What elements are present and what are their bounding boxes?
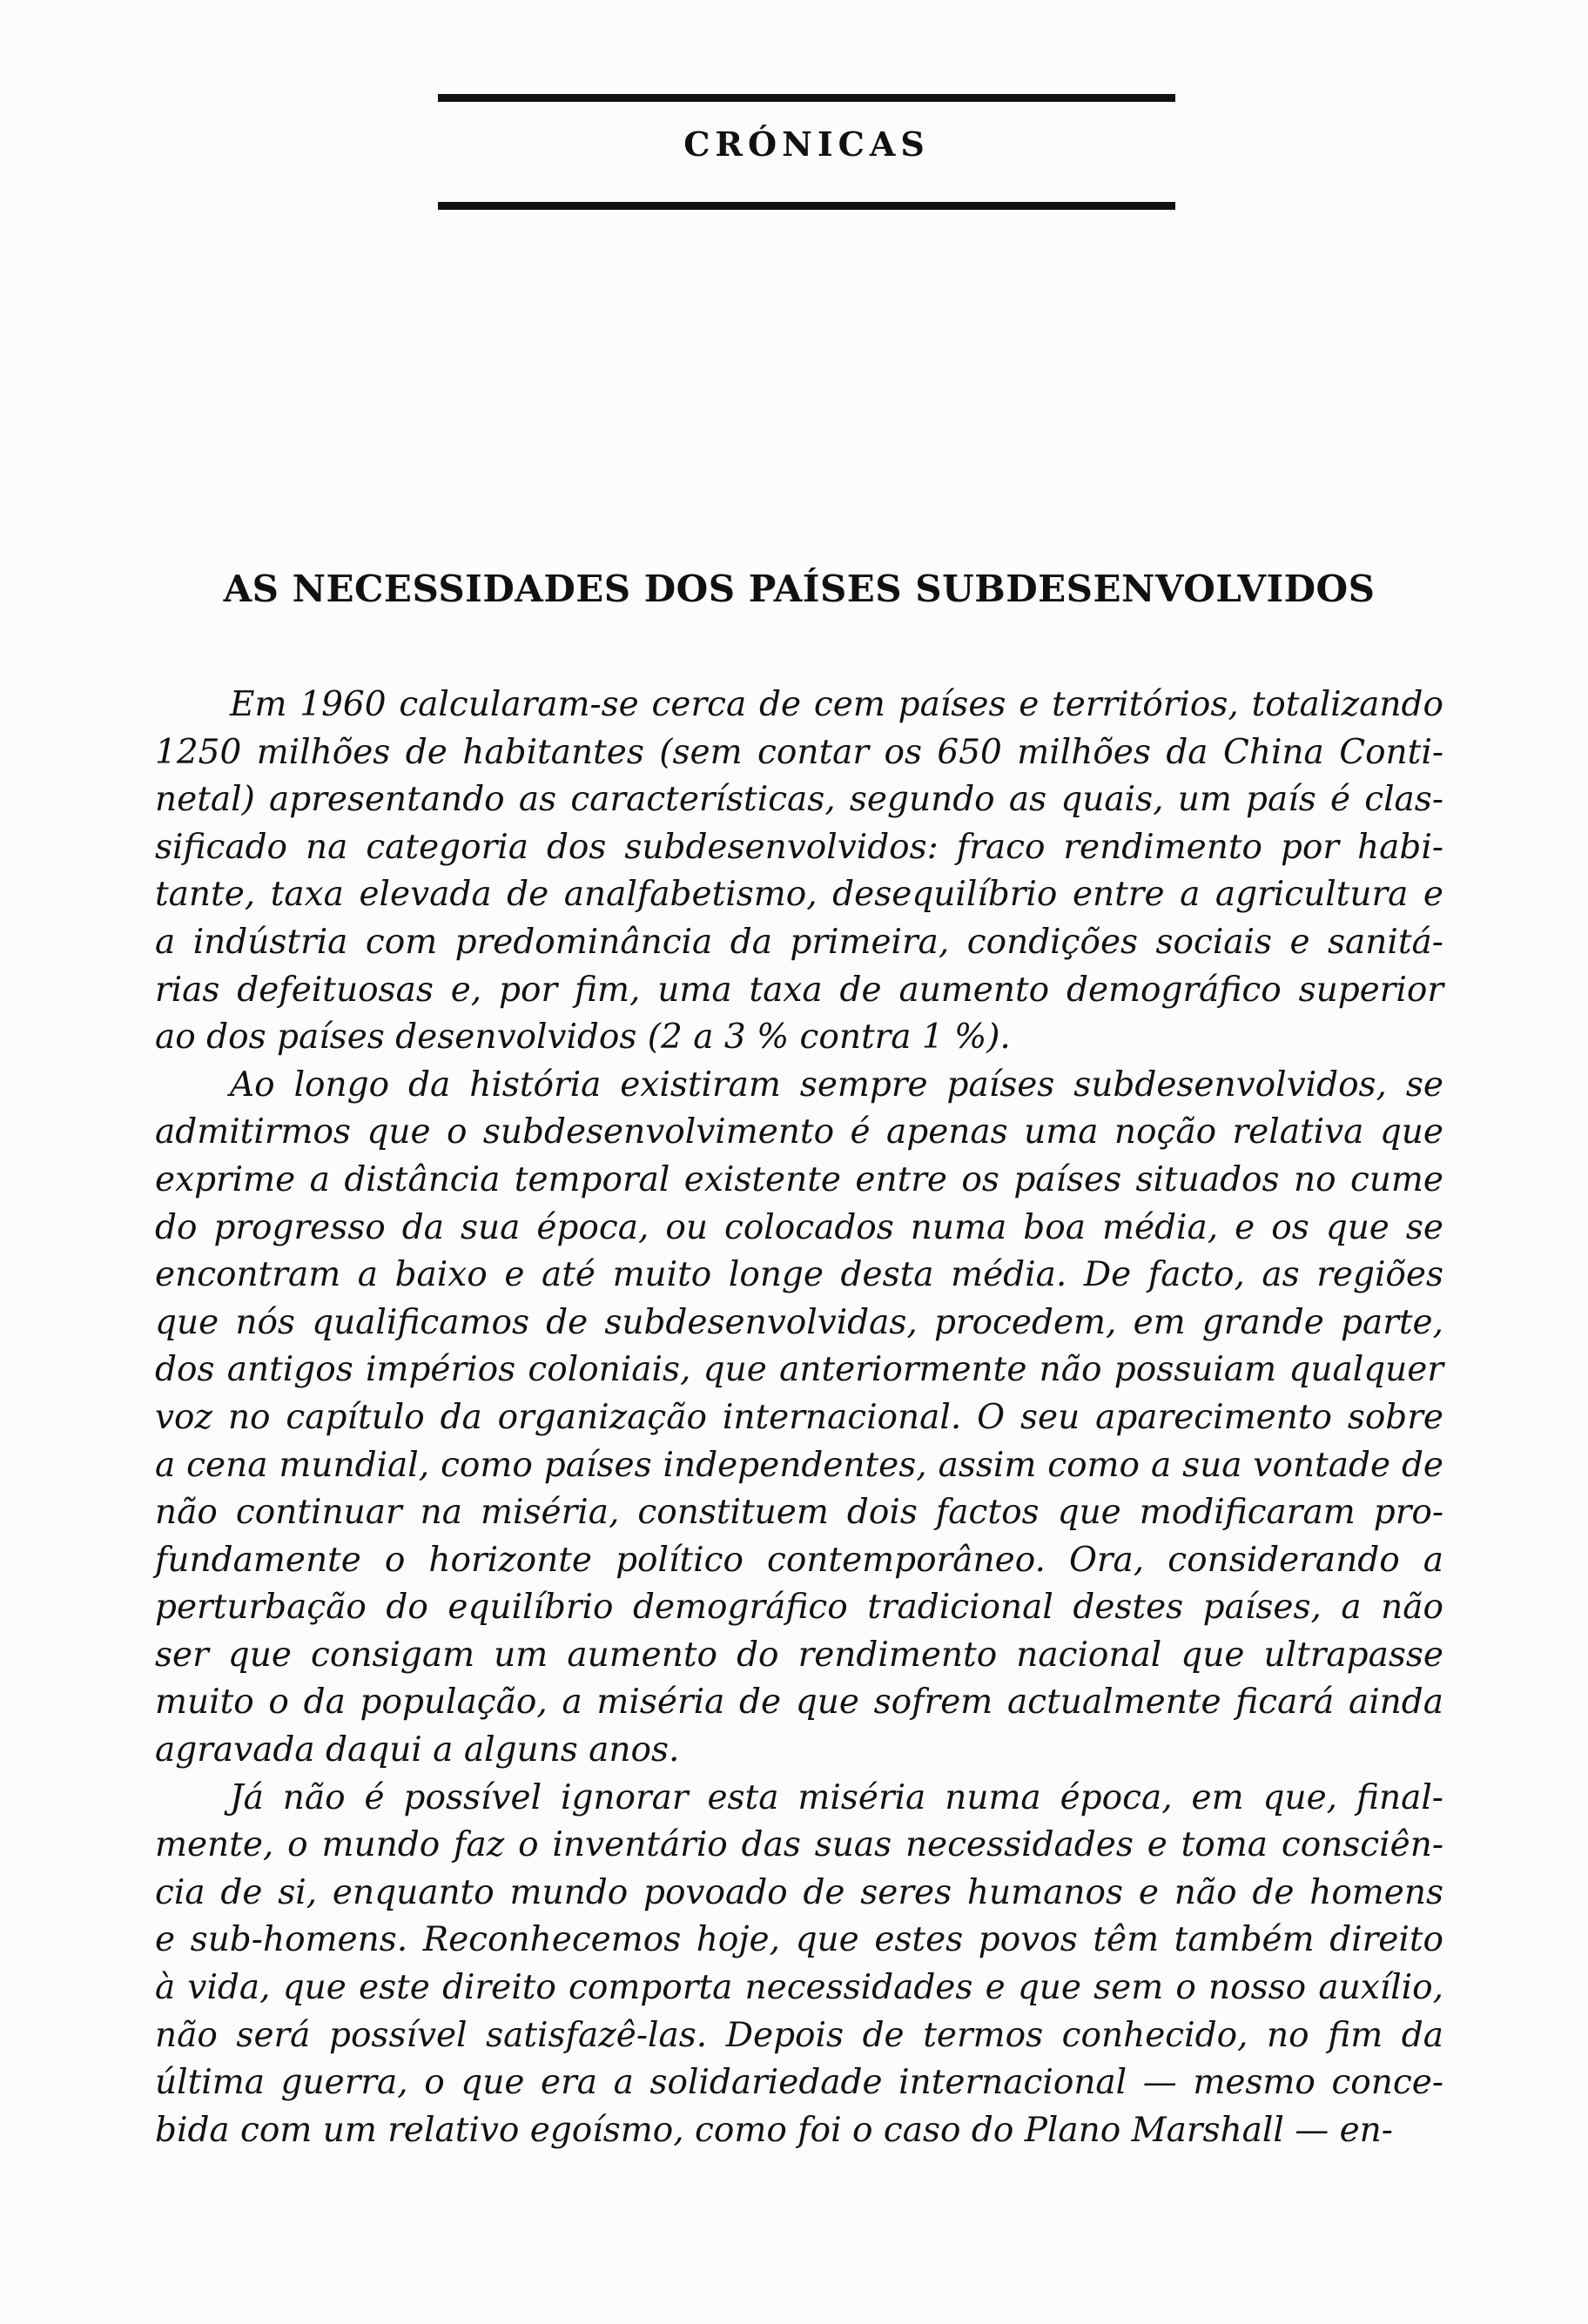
text-line: fundamente o horizonte político contemporâneo. Ora, considerando a bbox=[155, 1540, 1443, 1580]
text-line: que nós qualificamos de subdesenvolvidas, procedem, em grande parte, bbox=[155, 1302, 1443, 1342]
text-line: Ao longo da história existiram sempre países subdesenvolvidos, se bbox=[230, 1065, 1443, 1105]
text-line: do progresso da sua época, ou colocados numa boa média, e os que se bbox=[155, 1207, 1443, 1247]
text-line: não continuar na miséria, constituem dois factos que modificaram pro- bbox=[155, 1493, 1443, 1533]
paragraph bbox=[155, 1775, 1443, 2155]
section-title: CRÓNICAS bbox=[683, 124, 930, 164]
text-line: ao dos países desenvolvidos (2 a 3 % contra 1 %). bbox=[155, 1018, 1011, 1058]
text-line: perturbação do equilíbrio demográfico tradicional destes países, a não bbox=[155, 1588, 1443, 1628]
header-rule-top bbox=[438, 94, 1175, 102]
text-line: Já não é possível ignorar esta miséria numa época, em que, final- bbox=[230, 1777, 1443, 1817]
text-line: sificado na categoria dos subdesenvolvidos: fraco rendimento por habi- bbox=[155, 827, 1443, 867]
paragraph bbox=[155, 682, 1443, 1062]
text-line: e sub-homens. Reconhecemos hoje, que estes povos têm também direito bbox=[155, 1920, 1443, 1960]
text-line: muito o da população, a miséria de que sofrem actualmente ficará ainda bbox=[155, 1683, 1443, 1723]
paragraph bbox=[155, 1062, 1443, 1775]
text-line: a indústria com predominância da primeira, condições sociais e sanitá- bbox=[155, 922, 1443, 962]
text-line: bida com um relativo egoísmo, como foi o caso do Plano Marshall — en- bbox=[155, 2110, 1393, 2150]
text-line: exprime a distância temporal existente entre os países situados no cume bbox=[155, 1159, 1443, 1199]
text-line: 1250 milhões de habitantes (sem contar os 650 milhões da China Conti- bbox=[155, 732, 1443, 772]
text-line: voz no capítulo da organização internacional. O seu aparecimento sobre bbox=[155, 1397, 1443, 1437]
text-line: rias defeituosas e, por fim, uma taxa de aumento demográfico superior bbox=[155, 970, 1443, 1010]
text-line: não será possível satisfazê-las. Depois de termos conhecido, no fim da bbox=[155, 2015, 1443, 2055]
text-line: netal) apresentando as características, segundo as quais, um país é clas- bbox=[155, 780, 1443, 820]
article-body bbox=[155, 682, 1443, 2154]
text-line: dos antigos impérios coloniais, que anteriormente não possuiam qualquer bbox=[155, 1350, 1443, 1390]
text-line: tante, taxa elevada de analfabetismo, desequilíbrio entre a agricultura e bbox=[155, 875, 1443, 915]
text-line: admitirmos que o subdesenvolvimento é apenas uma noção relativa que bbox=[155, 1112, 1443, 1152]
text-line: agravada daqui a alguns anos. bbox=[155, 1730, 680, 1770]
text-line: ser que consigam um aumento do rendimento nacional que ultrapasse bbox=[155, 1635, 1443, 1675]
text-line: encontram a baixo e até muito longe desta média. De facto, as regiões bbox=[155, 1255, 1443, 1295]
article-title: AS NECESSIDADES DOS PAÍSES SUBDESENVOLVIDOS bbox=[223, 568, 1376, 610]
text-line: a cena mundial, como países independentes, assim como a sua vontade de bbox=[155, 1445, 1443, 1485]
text-line: Em 1960 calcularam-se cerca de cem países e territórios, totalizando bbox=[230, 685, 1443, 724]
text-line: mente, o mundo faz o inventário das suas necessidades e toma consciên- bbox=[155, 1825, 1443, 1865]
header-rule-bottom bbox=[438, 202, 1175, 210]
text-line: última guerra, o que era a solidariedade internacional — mesmo conce- bbox=[155, 2063, 1443, 2103]
text-line: à vida, que este direito comporta necessidades e que sem o nosso auxílio, bbox=[155, 1968, 1443, 2008]
text-line: cia de si, enquanto mundo povoado de seres humanos e não de homens bbox=[155, 1872, 1443, 1912]
